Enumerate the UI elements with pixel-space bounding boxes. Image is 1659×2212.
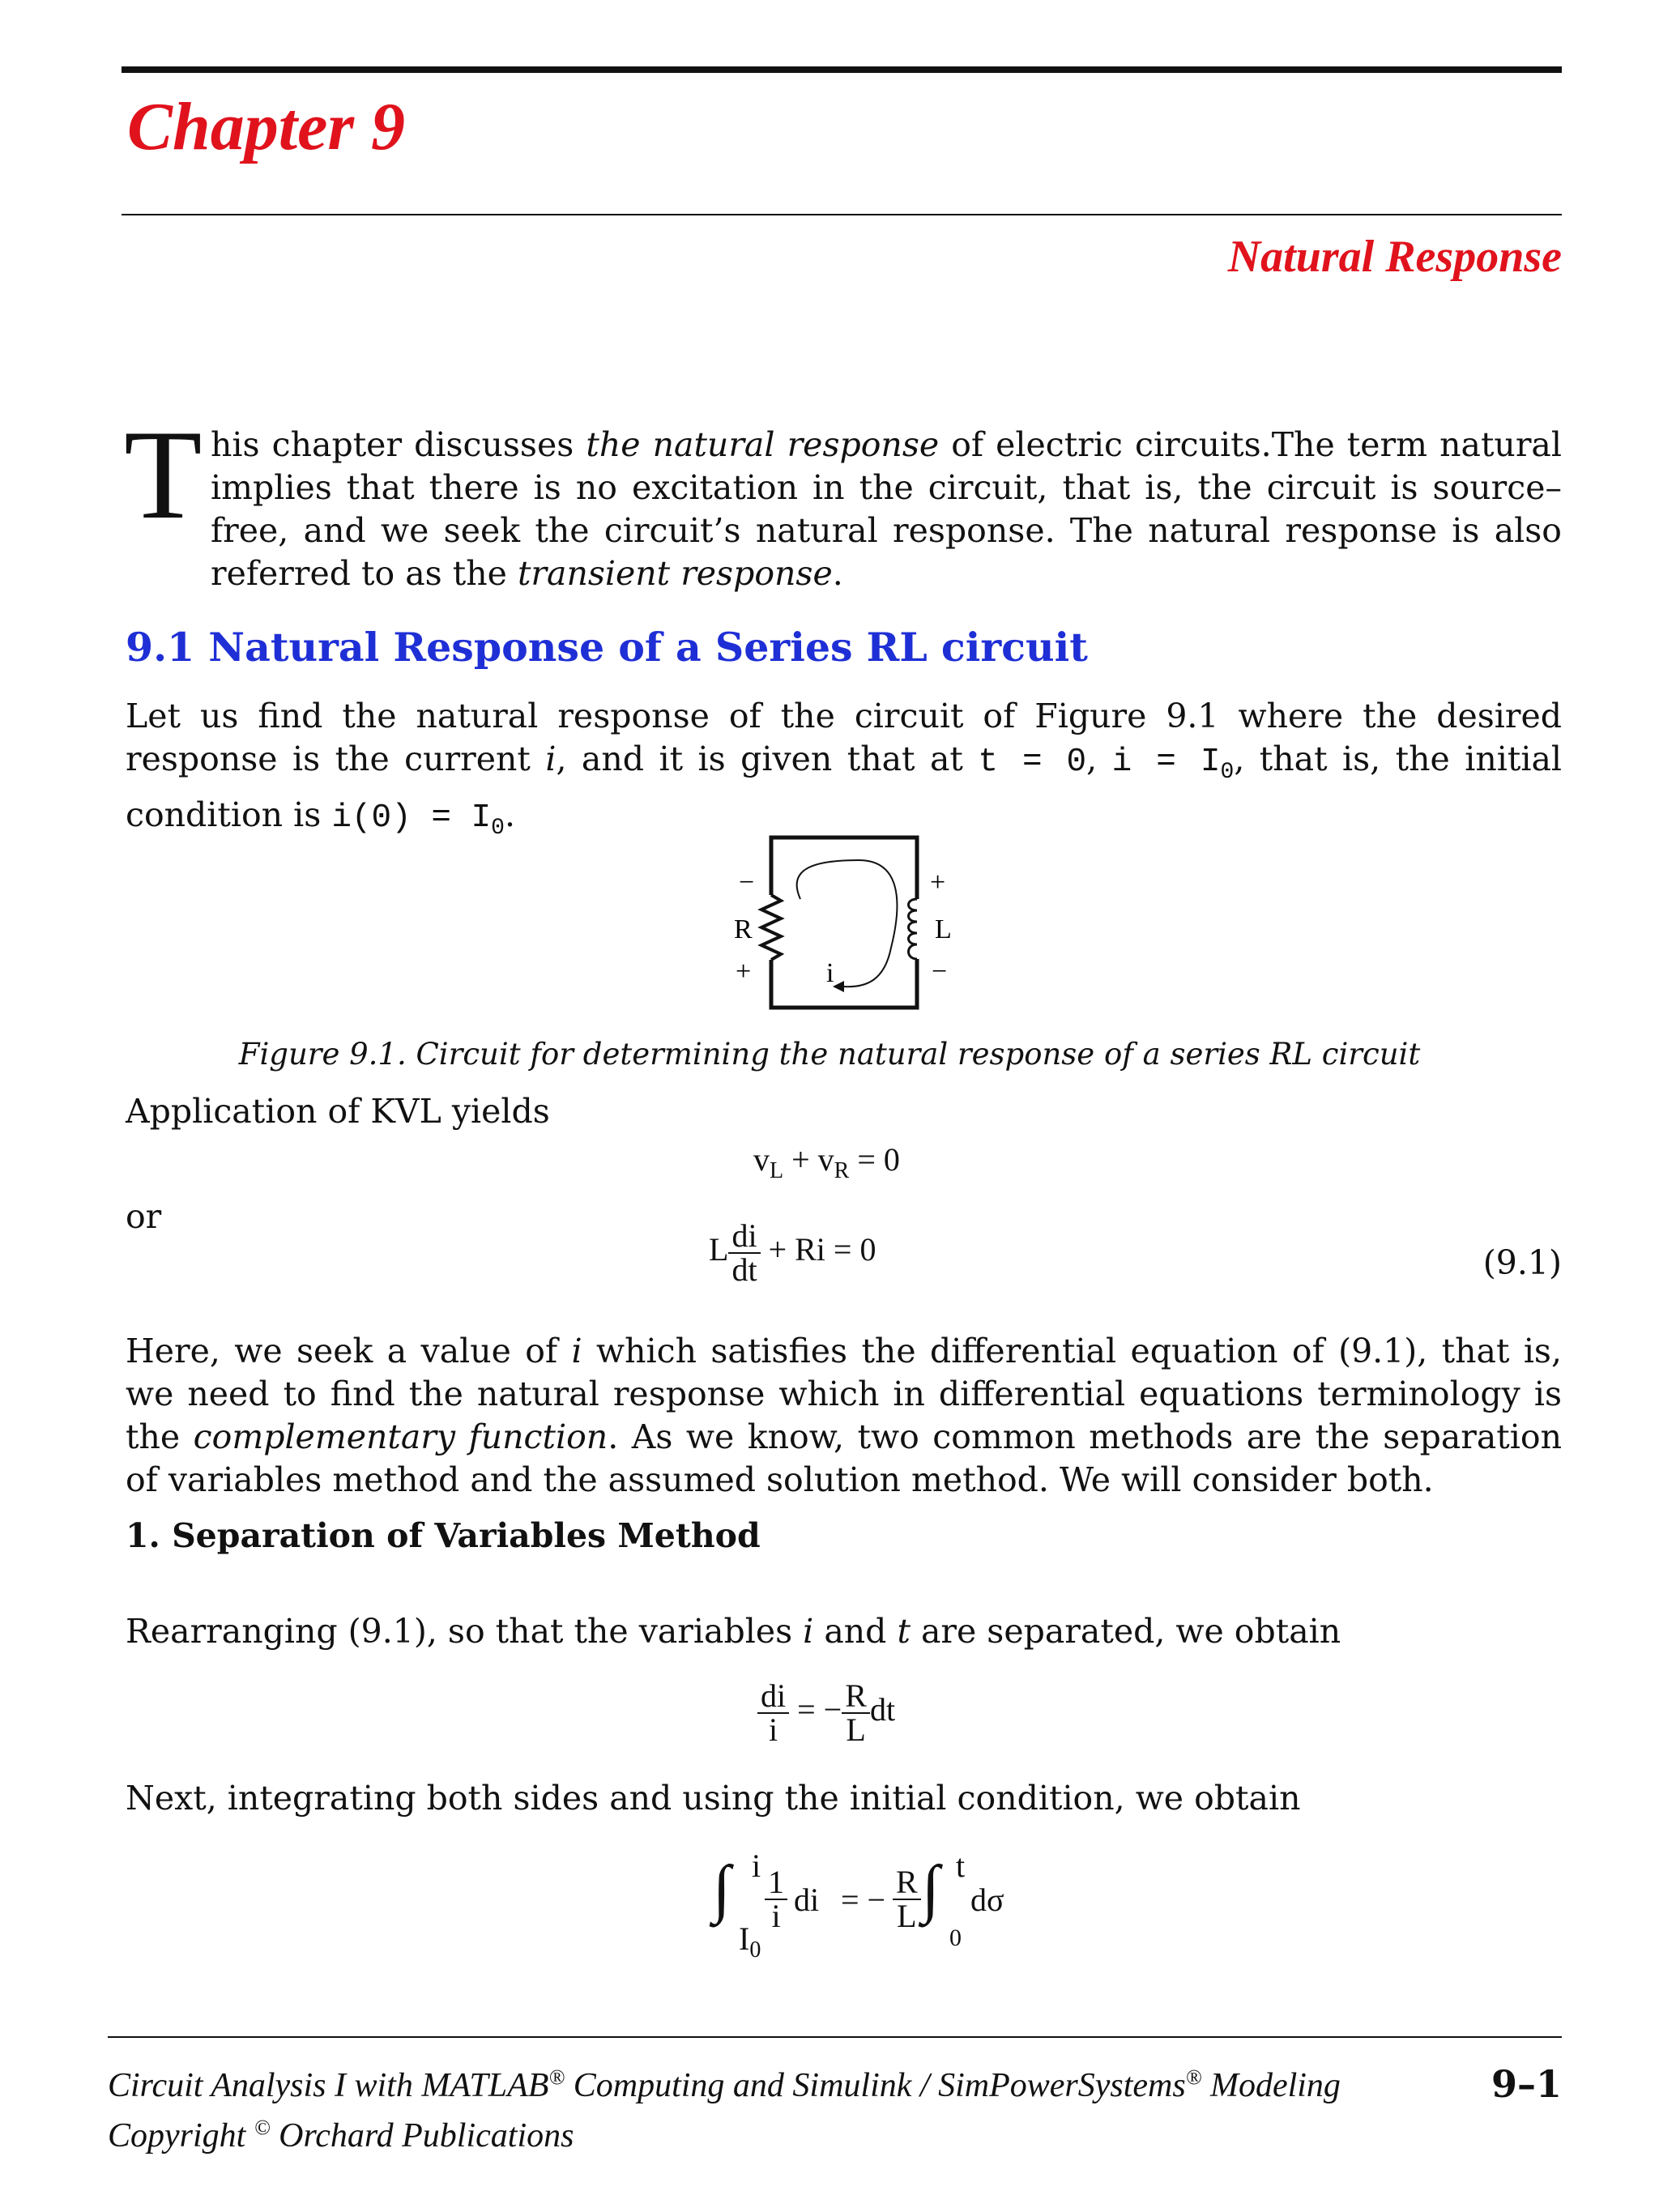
intro-paragraph: his chapter discusses the natural response of electric circuits.The term natural implies that there is no excitation in the circuit, that is, the circuit is source–free, and we seek the circuit’s natural response. The natural response is also referred to as the transient response. — [211, 425, 1562, 593]
resistor-bottom-sign: + — [736, 957, 752, 987]
section-title: Natural Response — [1227, 232, 1562, 282]
rearranging-paragraph: Rearranging (9.1), so that the variables i and t are separated, we obtain — [126, 1612, 1341, 1651]
inductor-bottom-sign: − — [932, 957, 948, 987]
header-rule — [122, 214, 1562, 215]
section-heading: 9.1 Natural Response of a Series RL circuit — [126, 624, 1088, 671]
or-text: or — [126, 1197, 162, 1236]
resistor-top-sign: − — [739, 867, 755, 897]
figure-caption: Figure 9.1. Circuit for determining the natural response of a series RL circuit — [238, 1037, 1421, 1072]
kvl-equation: $v_L + v_R = 0$ — [753, 1141, 900, 1183]
section-paragraph: Let us find the natural response of the circuit of Figure 9.1 where the desired response is the current i, and it is given that at t = 0, $i = I_0$, that is, the initial condition is $i(0) = I_0$. — [126, 697, 1563, 842]
integrating-text: Next, integrating both sides and using the initial condition, we obtain — [126, 1779, 1301, 1818]
separated-equation: $\frac{di}{i}$ = − $\frac{R}{L}$ dt — [757, 1680, 895, 1746]
method-heading: 1. Separation of Variables Method — [126, 1516, 761, 1555]
arrow-head-icon — [833, 981, 844, 992]
equation-number: (9.1) — [1482, 1243, 1562, 1282]
inductor-label: L — [935, 914, 952, 944]
drop-cap: T — [124, 404, 203, 546]
resistor-label: R — [734, 914, 753, 944]
footer-copyright: Copyright © Orchard Publications — [108, 2116, 574, 2154]
current-loop-arrow — [797, 860, 898, 987]
rl-circuit-diagram — [705, 826, 964, 1029]
kvl-intro: Application of KVL yields — [126, 1092, 550, 1131]
footer-rule — [108, 2036, 1562, 2038]
current-label: i — [826, 958, 834, 988]
integral-sign-icon: ∫ — [922, 1853, 940, 1924]
inductor-top-sign: + — [930, 867, 946, 897]
solution-paragraph: Here, we seek a value of i which satisfies the differential equation of (9.1), that is, we need to find the natural response which in differential equations terminology is the complementary function. As we know, two common methods are the separation of variables method and the assumed solution method. We will consider both. — [126, 1332, 1562, 1499]
top-rule — [122, 66, 1562, 73]
footer-book-title: Circuit Analysis I with MATLAB® Computing and Simulink / SimPowerSystems® Modeling — [108, 2065, 1341, 2104]
integral-sign-icon: ∫ — [713, 1853, 731, 1924]
integral-equation: ∫ i $I_0$ $\frac{1}{i}$ di = − $\frac{R}{L}$ ∫ t 0 dσ — [713, 1848, 1004, 1963]
page-number: 9–1 — [1491, 2062, 1562, 2106]
chapter-title: Chapter 9 — [127, 89, 406, 164]
differential-equation: L $\frac{di}{dt}$ + Ri = 0 — [709, 1217, 876, 1288]
